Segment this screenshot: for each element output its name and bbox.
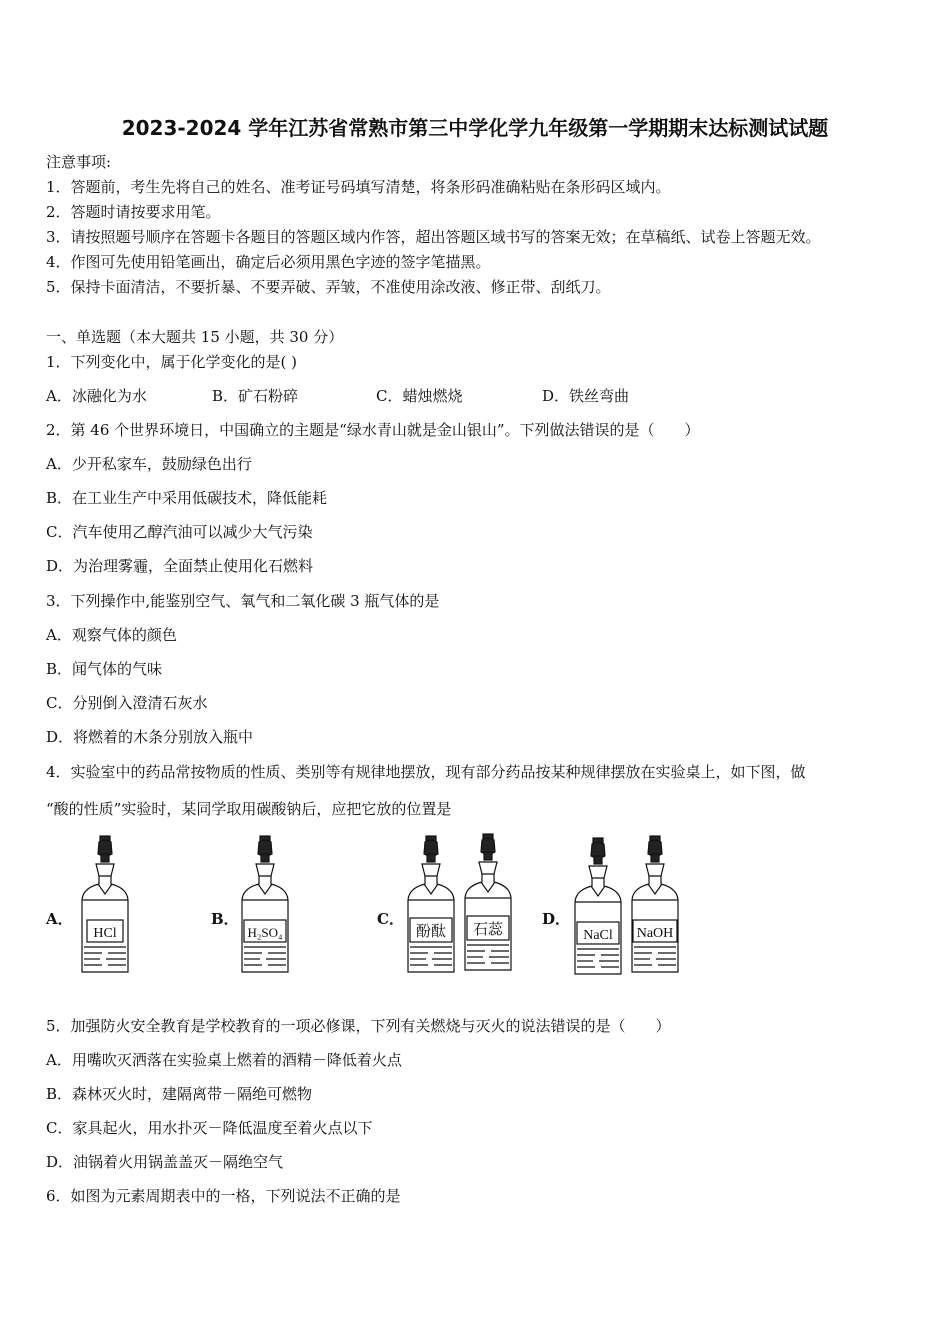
reagent-bottle-a	[80, 834, 130, 976]
option-d: D．铁丝弯曲	[542, 387, 630, 405]
option-c: C．分别倒入澄清石灰水	[46, 694, 208, 712]
bottle-label-naoh: NaOH	[636, 926, 674, 941]
page-title: 2023-2024 学年江苏省常熟市第三中学化学九年级第一学期期末达标测试试题	[121, 116, 829, 140]
option-b: B．在工业生产中采用低碳技术，降低能耗	[46, 489, 328, 507]
reagent-bottle-c2	[463, 832, 513, 974]
question-1-options	[46, 385, 906, 407]
option-a: A．冰融化为水	[46, 387, 147, 405]
option-a: A．用嘴吹灭洒落在实验桌上燃着的酒精－降低着火点	[46, 1051, 402, 1069]
notice-item: 5．保持卡面清洁，不要折暴、不要弄破、弄皱，不准使用涂改液、修正带、刮纸刀。	[46, 278, 611, 296]
bottle-option-d-label: D．	[542, 910, 571, 928]
option-a: A．少开私家车，鼓励绿色出行	[46, 455, 252, 473]
notice-item: 3．请按照题号顺序在答题卡各题目的答题区域内作答，超出答题区域书写的答案无效；在草稿纸、试卷上答题无效。	[46, 228, 821, 246]
option-a: A．观察气体的颜色	[46, 626, 177, 644]
notice-item: 1．答题前，考生先将自己的姓名、准考证号码填写清楚，将条形码准确粘贴在条形码区域内。	[46, 178, 671, 196]
option-d: D．将燃着的木条分别放入瓶中	[46, 728, 254, 746]
option-d: D．油锅着火用锅盖盖灭－隔绝空气	[46, 1153, 284, 1171]
bottle-label-litmus: 石蕊	[472, 922, 504, 938]
notice-heading: 注意事项:	[46, 153, 112, 171]
question-3-stem: 3．下列操作中,能鉴别空气、氧气和二氧化碳 3 瓶气体的是	[46, 592, 440, 610]
reagent-bottle-c1	[406, 834, 456, 976]
question-4-stem-line2: “酸的性质”实验时，某同学取用碳酸钠后，应把它放的位置是	[46, 800, 452, 818]
bottle-label-phenolphthalein: 酚酞	[415, 924, 447, 940]
section-heading: 一、单选题（本大题共 15 小题，共 30 分）	[46, 328, 344, 346]
question-6-stem: 6．如图为元素周期表中的一格，下列说法不正确的是	[46, 1187, 401, 1205]
option-c: C．家具起火，用水扑灭－降低温度至着火点以下	[46, 1119, 373, 1137]
question-1-stem: 1．下列变化中，属于化学变化的是( )	[46, 353, 298, 371]
bottle-option-a-label: A．	[46, 910, 73, 928]
question-5-stem: 5．加强防火安全教育是学校教育的一项必修课，下列有关燃烧与灭火的说法错误的是（ ）	[46, 1017, 671, 1035]
bottle-option-c-label: C．	[377, 910, 404, 928]
bottle-label-hcl: HCl	[93, 926, 117, 941]
option-b: B．森林灭火时，建隔离带－隔绝可燃物	[46, 1085, 313, 1103]
notice-item: 2．答题时请按要求用笔。	[46, 203, 221, 221]
reagent-bottle-d1	[573, 836, 623, 978]
option-c: C．汽车使用乙醇汽油可以减少大气污染	[46, 523, 313, 541]
option-b: B．闻气体的气味	[46, 660, 163, 678]
question-2-stem: 2．第 46 个世界环境日，中国确立的主题是“绿水青山就是金山银山”。下列做法错误的是（ ）	[46, 421, 700, 439]
notice-item: 4．作图可先使用铅笔画出，确定后必须用黑色字迹的签字笔描黑。	[46, 253, 491, 271]
question-4-stem-line1: 4．实验室中的药品常按物质的性质、类别等有规律地摆放，现有部分药品按某种规律摆放在实验桌上，如下图，做	[46, 763, 806, 781]
reagent-bottle-b	[240, 834, 290, 976]
option-d: D．为治理雾霾，全面禁止使用化石燃料	[46, 557, 314, 575]
option-b: B．矿石粉碎	[212, 387, 299, 405]
bottle-option-b-label: B．	[211, 910, 239, 928]
reagent-bottle-d2	[630, 834, 680, 976]
bottle-label-nacl: NaCl	[583, 928, 613, 943]
option-c: C．蜡烛燃烧	[376, 387, 463, 405]
bottle-label-h2so4: H₂SO₄	[247, 925, 283, 940]
